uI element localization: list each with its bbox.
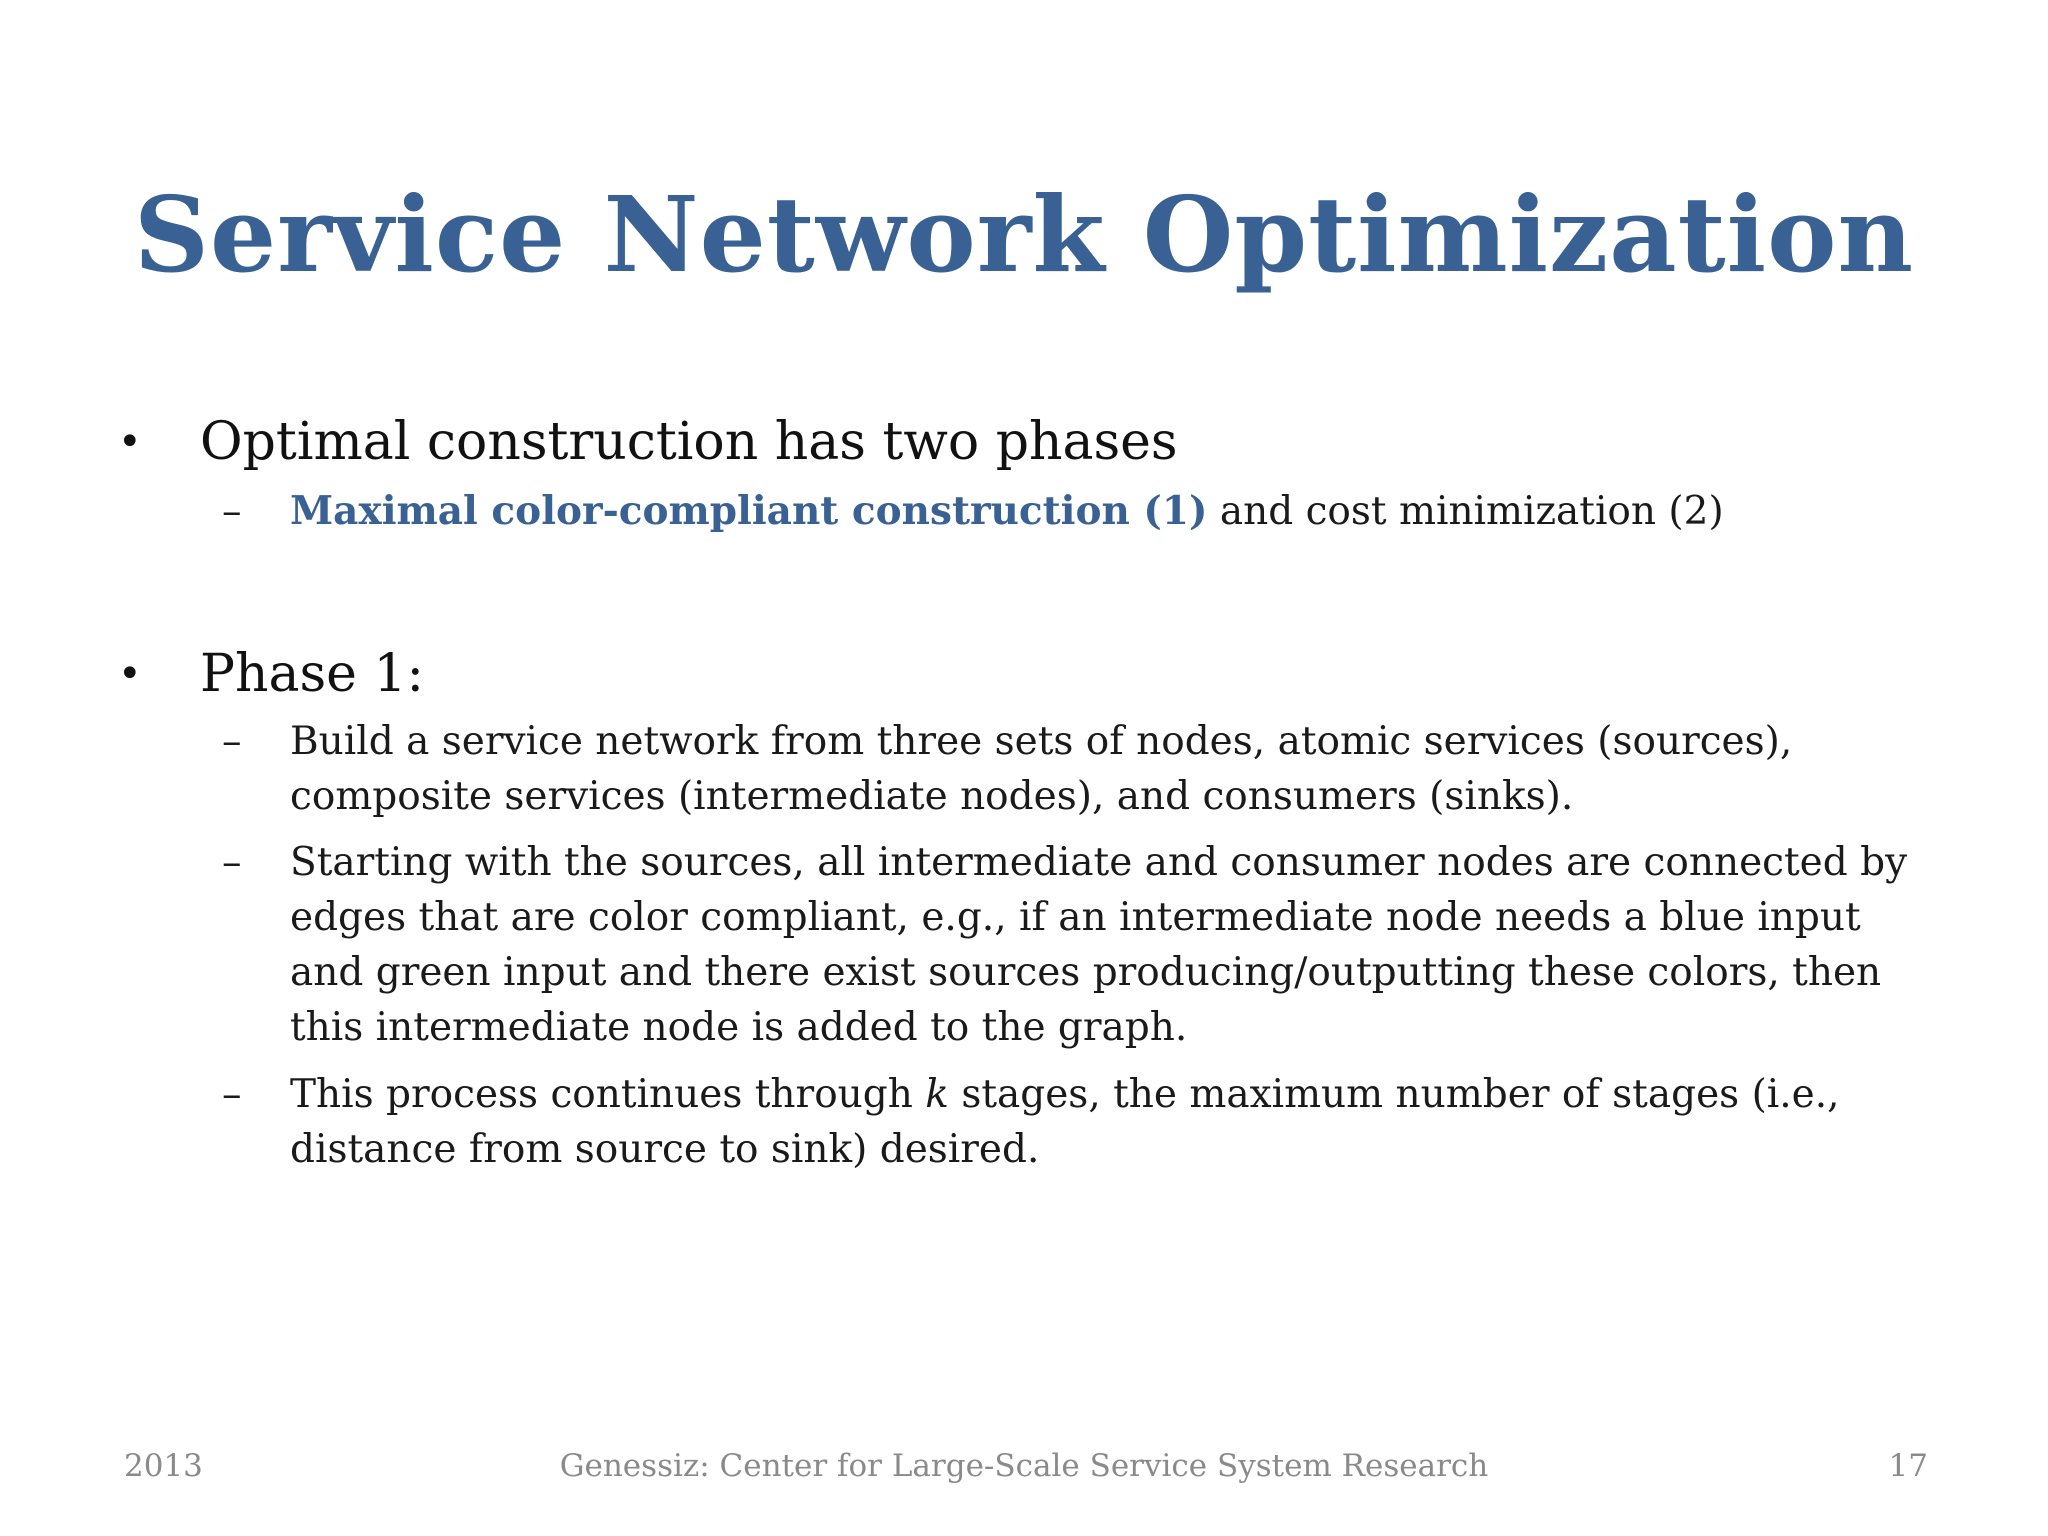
sub-bullet-rest: and cost minimization (2)	[1207, 489, 1724, 534]
sub-bullet-text: Starting with the sources, all intermediate and consumer nodes are connected by edges that are color compliant, e.g., if an intermediate node needs a blue input and green input and there exist sources producing/outputting these colors, then this intermediate node is added to the graph.	[290, 840, 1908, 1050]
bullet-text: Phase 1:	[200, 644, 425, 704]
highlighted-phrase: Maximal color-compliant construction (1)	[290, 488, 1208, 534]
bullet-icon: •	[118, 419, 142, 465]
sub-bullet-text	[290, 1067, 1942, 1177]
dash-icon: –	[222, 840, 242, 885]
dash-icon: –	[222, 489, 242, 534]
bullet-icon: •	[118, 651, 142, 697]
footer-year: 2013	[124, 1448, 203, 1484]
variable-k: k	[925, 1072, 949, 1117]
footer-organization: Genessiz: Center for Large-Scale Service System Research	[559, 1448, 1489, 1484]
sub-bullet-text-after: stages, the maximum number of stages (i.e., distance from source to sink) desired.	[290, 1072, 1840, 1172]
dash-icon: –	[222, 719, 242, 764]
sub-bullet-text	[290, 484, 1942, 539]
slide-title: Service Network Optimization	[133, 173, 1915, 296]
sub-bullet-text-before: This process continues through	[290, 1072, 926, 1117]
bullet-text: Optimal construction has two phases	[200, 412, 1178, 472]
slide-number: 17	[1888, 1448, 1928, 1484]
dash-icon: –	[222, 1072, 242, 1117]
sub-bullet-text: Build a service network from three sets of nodes, atomic services (sources), composite services (intermediate nodes), and consumers (sinks).	[290, 719, 1793, 819]
